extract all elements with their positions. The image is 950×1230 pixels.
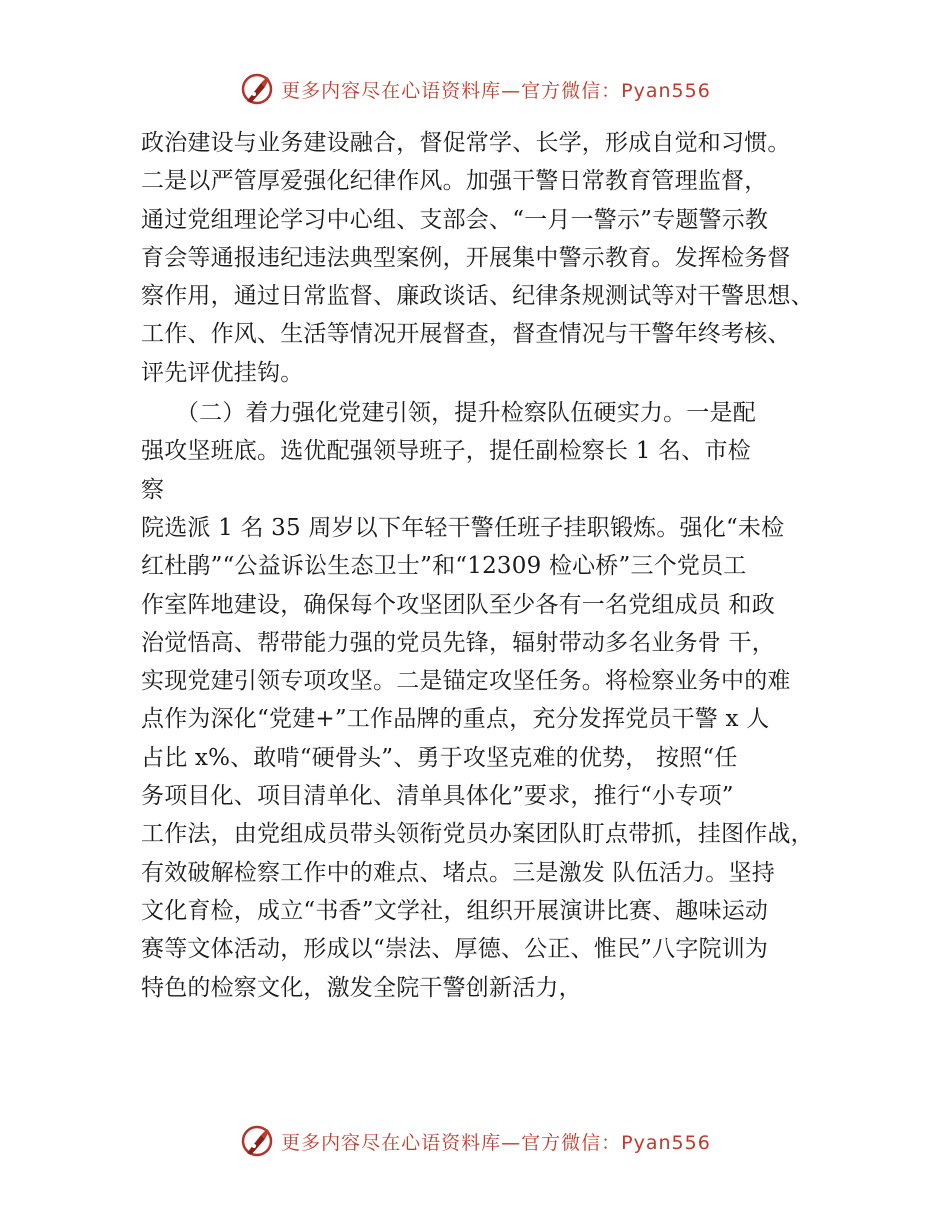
footer-banner-text: 更多内容尽在心语资料库—官方微信：Pyan556 [281, 1131, 711, 1154]
text-line: 治觉悟高、帮带能力强的党员先锋，辐射带动多名业务骨 干， [141, 629, 775, 656]
text-line: 务项目化、项目清单化、清单具体化”要求，推行“小专项” [141, 783, 734, 810]
text-line: 特色的检察文化，激发全院干警创新活力， [141, 974, 582, 1001]
paragraph-1 [141, 124, 861, 392]
text-line: 察 [141, 476, 165, 503]
pen-nib-circle-logo-icon [239, 1123, 275, 1159]
text-line: 实现党建引领专项攻坚。二是锚定攻坚任务。将检察业务中的难 [141, 668, 791, 695]
footer-banner [0, 1118, 950, 1164]
text-line: （二）着力强化党建引领，提升检察队伍硬实力。一是配 [141, 400, 756, 427]
paragraph-2 [141, 394, 861, 1007]
text-line: 察作用，通过日常监督、廉政谈话、纪律条规测试等对干警思想、 [141, 283, 814, 310]
text-line: 作室阵地建设，确保每个攻坚团队至少各有一名党组成员 和政 [141, 591, 775, 618]
text-line: 二是以严管厚爱强化纪律作风。加强干警日常教育管理监督， [141, 168, 768, 195]
text-line: 占比 x%、敢啃“硬骨头”、勇于攻坚克难的优势， 按照“任 [141, 744, 738, 771]
text-line: 政治建设与业务建设融合，督促常学、长学，形成自觉和习惯。 [141, 130, 791, 156]
pen-nib-circle-logo-icon [239, 71, 275, 107]
text-line: 文化育检，成立“书香”文学社，组织开展演讲比赛、趣味运动 [141, 897, 769, 924]
text-line: 工作、作风、生活等情况开展督查，督查情况与干警年终考核、 [141, 321, 791, 348]
text-line: 赛等文体活动，形成以“崇法、厚德、公正、惟民”八字院训为 [141, 936, 769, 963]
text-line: 评先评优挂钩。 [141, 359, 304, 386]
header-banner-text: 更多内容尽在心语资料库—官方微信：Pyan556 [281, 79, 711, 102]
header-banner [0, 66, 950, 112]
text-line: 工作法，由党组成员带头领衔党员办案团队盯点带抓，挂图作战， [141, 821, 814, 848]
text-line: 育会等通报违纪违法典型案例，开展集中警示教育。发挥检务督 [141, 244, 791, 271]
text-line: 红杜鹃”“公益诉讼生态卫士”和“12309 检心桥”三个党员工 [141, 553, 747, 580]
document-body [141, 124, 861, 1007]
text-line: 点作为深化“党建+”工作品牌的重点，充分发挥党员干警 x 人 [141, 706, 770, 733]
text-line: 强攻坚班底。选优配强领导班子，提任副检察长 1 名、市检 [141, 438, 751, 465]
text-line: 院选派 1 名 35 周岁以下年轻干警任班子挂职锻炼。强化“未检 [141, 514, 785, 541]
text-line: 通过党组理论学习中心组、支部会、“一月一警示”专题警示教 [141, 206, 769, 233]
text-line: 有效破解检察工作中的难点、堵点。三是激发 队伍活力。坚持 [141, 859, 775, 886]
